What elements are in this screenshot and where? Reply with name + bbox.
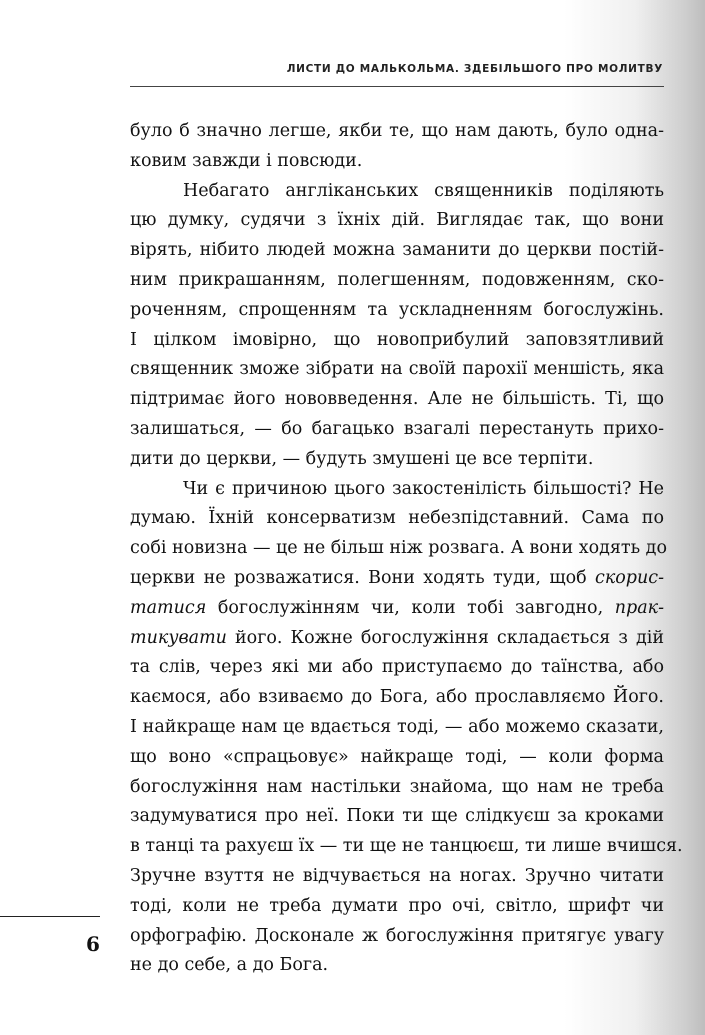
text-line: підтримає його нововведення. Але не більшість. Ті, що — [130, 389, 664, 410]
italic-text: тикувати — [130, 627, 227, 648]
header-rule — [130, 86, 664, 87]
body-text — [130, 117, 683, 981]
text-line — [130, 564, 664, 594]
italic-text: скорис- — [595, 567, 664, 588]
text-line: богослужіння нам настільки знайома, що нам не треба — [130, 776, 664, 797]
text-line: дити до церкви, — будуть змушені це все терпіти. — [130, 448, 594, 469]
text-line: цю думку, судячи з їхніх дій. Виглядає так, що вони — [130, 210, 664, 231]
text-line: роченням, спрощенням та ускладненням богослужінь. — [130, 299, 664, 320]
paragraph-first-line: Небагато англіканських священників поділяють — [183, 180, 664, 201]
text-run: церкви не розважатися. Вони ходять туди, щоб — [130, 567, 596, 588]
text-line: залишаться, — бо багацько взагалі перестануть прихо- — [130, 418, 664, 439]
page-number: 6 — [86, 932, 100, 956]
text-run: його. Кожне богослужіння складається з дій — [226, 627, 664, 648]
text-line: Зручне взуття не відчувається на ногах. Зручно читати — [130, 865, 664, 886]
text-line: священник зможе зібрати на своїй парохії меншість, яка — [130, 359, 664, 380]
text-line: та слів, через які ми або приступаємо до таїнства, або — [130, 657, 664, 678]
footer-rule — [0, 916, 100, 917]
italic-text: татися — [130, 597, 207, 618]
text-line: тоді, коли не треба думати про очі, світло, шрифт чи — [130, 895, 664, 916]
text-line: що воно «спрацьовує» найкраще тоді, — коли форма — [130, 746, 664, 767]
text-run: богослужінням чи, коли тобі завгодно, — [206, 597, 615, 618]
text-line — [130, 594, 664, 624]
text-line: було б значно легше, якби те, що нам дають, було одна- — [130, 121, 664, 141]
running-header: ЛИСТИ ДО МАЛЬКОЛЬМА. ЗДЕБІЛЬШОГО ПРО МОЛИТВУ — [286, 63, 663, 75]
text-line: задумуватися про неї. Поки ти ще слідкуєш за кроками — [130, 806, 664, 827]
text-line: І найкраще нам це вдається тоді, — або можемо сказати, — [130, 716, 664, 737]
text-line: не до себе, а до Бога. — [130, 955, 329, 976]
text-line: І цілком імовірно, що новоприбулий заповзятливий — [130, 329, 664, 350]
text-line: каємося, або взиваємо до Бога, або прославляємо Його. — [130, 687, 664, 708]
text-line: вірять, нібито людей можна заманити до церкви постій- — [130, 240, 664, 261]
italic-text: прак- — [614, 597, 664, 618]
text-line: ним прикрашанням, полегшенням, подовженням, ско- — [130, 269, 664, 290]
text-line: ковим завжди і повсюди. — [130, 150, 363, 171]
text-line: думаю. Їхній консерватизм небезпідставний. Сама по — [130, 508, 664, 529]
text-line — [130, 624, 664, 654]
text-line: орфографію. Досконале ж богослужіння притягує увагу — [130, 925, 664, 946]
text-line: собі новизна — це не більш ніж розвага. А вони ходять до — [130, 538, 667, 559]
text-line: в танці та рахуєш їх — ти ще не танцюєш, ти лише вчишся. — [130, 836, 683, 857]
paragraph-first-line: Чи є причиною цього закостенілість більшості? Не — [183, 478, 664, 499]
